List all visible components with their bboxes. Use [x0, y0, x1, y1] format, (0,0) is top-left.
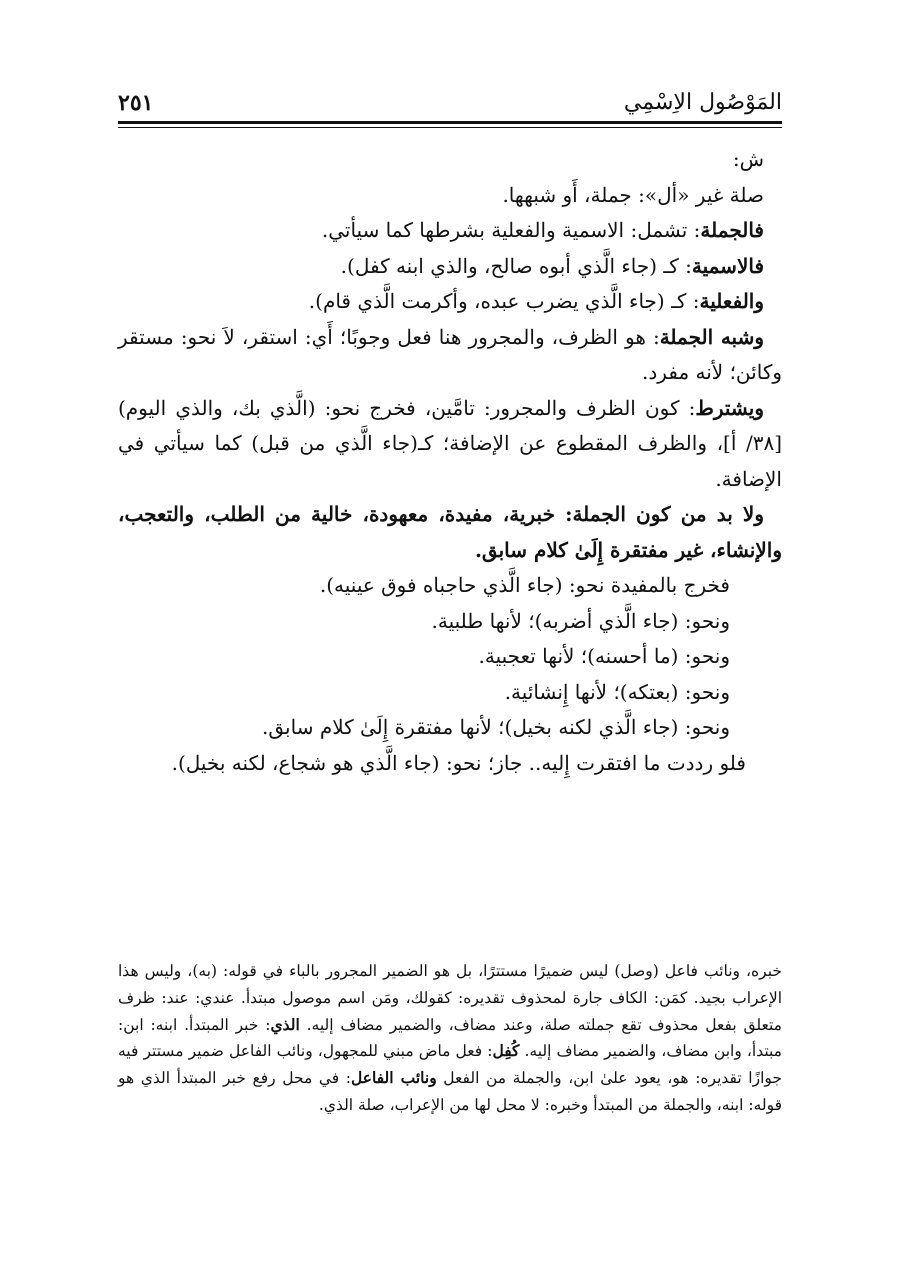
footnote-part-3: : فعل ماض مبني للمجهول، ونائب الفاعل ضمير مستتر فيه جوازًا تقديره: هو، يعود علىٰ ابن، والجملة من الفعل — [118, 1042, 782, 1088]
fiiliyyah-text: : كـ (جاء الَّذي يضرب عبده، وأكرمت الَّذي قام). — [308, 289, 700, 313]
example-mufidah-text: فخرج بالمفيدة نحو: (جاء الَّذي حاجباه فوق عينيه). — [319, 573, 730, 597]
example-inshaiyyah-text: ونحو: (بعتكه)؛ لأنها إِنشائية. — [504, 679, 730, 704]
running-header — [118, 82, 782, 118]
shibh-jumlah-text: : هو الظرف، والمجرور هنا فعل وجوبًا؛ أَي: استقر، لاَ نحو: مستقر وكائن؛ لأنه مفرد. — [118, 324, 782, 384]
paragraph-jumlah — [118, 213, 782, 249]
example-taajjubiyyah — [118, 639, 782, 675]
term-jumlah: فالجملة — [700, 218, 764, 242]
page-number: ٢٥١ — [118, 90, 154, 116]
paragraph-ismiyyah — [118, 249, 782, 285]
paragraph-fiiliyyah — [118, 284, 782, 320]
footnote-part-1: خبره، ونائب فاعل (وصل) ليس ضميرًا مستترًا، بل هو الضمير المجرور بالباء في قوله: (به)، وليس هذا الإعراب بجيد. كمَن: الكاف جارة لمحذوف تقديره: كقولك، ومَن اسم موصول مبتدأ. عندي: عند: ظرف متعلق بفعل محذوف تقع جملته صلة، وعند مضاف، والضمير مضاف إليه. — [118, 962, 782, 1034]
sharh-label: ش: — [732, 147, 764, 171]
footnote-term-alladhi: الذي — [270, 1014, 300, 1034]
main-text — [118, 142, 782, 781]
paragraph-sharh-label — [118, 142, 782, 178]
ismiyyah-text: : كـ (جاء الَّذي أبوه صالح، والذي ابنه كفل). — [340, 253, 692, 278]
paragraph-yushtarat — [118, 391, 782, 498]
example-muftaqirah — [118, 710, 782, 746]
example-talabiyyah — [118, 604, 782, 640]
term-shibh-jumlah: وشبه الجملة — [659, 324, 764, 349]
yushtarat-text: : كون الظرف والمجرور: تامَّين، فخرج نحو: (الَّذي بك، والذي اليوم) [٣٨/ أ]، والظرف المقطوع عن الإضافة؛ كـ(جاء الَّذي من قبل) كما سيأتي في الإضافة. — [118, 395, 782, 491]
header-rule-thick — [118, 121, 782, 124]
paragraph-shibh-jumlah — [118, 320, 782, 391]
example-jaza — [118, 746, 782, 782]
example-muftaqirah-text: ونحو: (جاء الَّذي لكنه بخيل)؛ لأنها مفتقرة إِلَىٰ كلام سابق. — [262, 715, 730, 739]
footnote-part-2: : خبر المبتدأ. ابنه: ابن: مبتدأ، وابن مضاف، والضمير مضاف إليه. — [118, 1015, 782, 1061]
footnote-block — [118, 958, 782, 1119]
term-ismiyyah: فالاسمية — [691, 253, 764, 278]
term-fiiliyyah: والفعلية — [699, 289, 764, 313]
example-mufidah — [118, 568, 782, 604]
footnote-paragraph — [118, 958, 782, 1119]
example-inshaiyyah — [118, 675, 782, 711]
conditions-text: ولا بد من كون الجملة: خبرية، مفيدة، معهودة، خالية من الطلب، والتعجب، والإنشاء، غير مفتقرة إِلَىٰ كلام سابق. — [118, 502, 782, 562]
example-jaza-text: فلو رددت ما افتقرت إِليه.. جاز؛ نحو: (جاء الَّذي هو شجاع، لكنه بخيل). — [171, 750, 746, 775]
footnote-part-4: : في محل رفع خبر المبتدأ الذي هو قوله: ابنه، والجملة من المبتدأ وخبره: لا محل لها من الإعراب، صلة الذي. — [118, 1069, 782, 1114]
footnote-term-naib-fail: ونائب الفاعل — [351, 1068, 437, 1088]
example-taajjubiyyah-text: ونحو: (ما أحسنه)؛ لأنها تعجبية. — [478, 644, 730, 668]
paragraph-conditions — [118, 497, 782, 568]
running-title: المَوْصُول الاِسْمِي — [623, 90, 782, 115]
header-rule-thin — [118, 127, 782, 128]
example-talabiyyah-text: ونحو: (جاء الَّذي أضربه)؛ لأنها طلبية. — [431, 608, 730, 633]
paragraph-silah — [118, 178, 782, 214]
term-yushtarat: ويشترط — [695, 395, 764, 420]
jumlah-text: : تشمل: الاسمية والفعلية بشرطها كما سيأتي. — [321, 218, 701, 242]
footnote-term-kufil: كُفِل — [492, 1041, 520, 1061]
silah-text: صلة غير «أل»: جملة، أَو شبهها. — [502, 182, 764, 207]
